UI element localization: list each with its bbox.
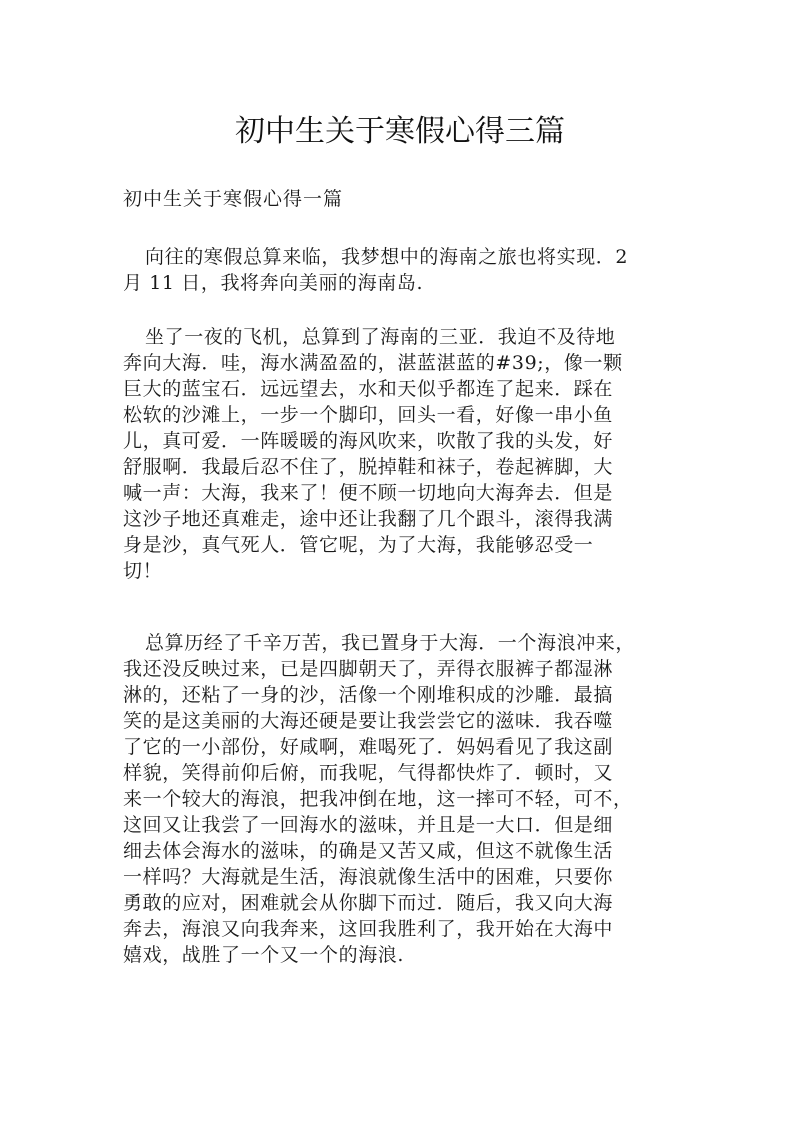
paragraph-line: 这回又让我尝了一回海水的滋味，并且是一大口．但是细 [123,814,614,836]
paragraph-line: 我还没反映过来，已是四脚朝天了，弄得衣服裤子都湿淋 [123,658,614,680]
paragraph-line: 勇敢的应对，困难就会从你脚下而过．随后，我又向大海 [123,892,614,914]
paragraph-line: 这沙子地还真难走，途中还让我翻了几个跟斗，滚得我满 [123,508,614,530]
paragraph-line: 淋的，还粘了一身的沙，活像一个刚堆积成的沙雕．最搞 [123,684,614,706]
paragraph-line: 样貌，笑得前仰后俯，而我呢，气得都快炸了．顿时，又 [123,762,614,784]
paragraph-line: 身是沙，真气死人．管它呢，为了大海，我能够忍受一 [123,534,594,556]
paragraph-line: 坐了一夜的飞机，总算到了海南的三亚．我迫不及待地 [145,326,616,348]
paragraph-line: 喊一声：大海，我来了！便不顾一切地向大海奔去．但是 [123,482,614,504]
paragraph-line: 来一个较大的海浪，把我冲倒在地，这一摔可不轻，可不， [123,788,633,810]
paragraph-3 [123,630,663,968]
section-heading: 初中生关于寒假心得一篇 [123,188,344,210]
paragraph-line: 嬉戏，战胜了一个又一个的海浪. [123,944,405,966]
paragraph-line: 奔去，海浪又向我奔来，这回我胜利了，我开始在大海中 [123,918,614,940]
paragraph-line: 细去体会海水的滋味，的确是又苦又咸，但这不就像生活 [123,840,614,862]
paragraph-line: 切！ [123,560,163,582]
paragraph-line: 月 11 日，我将奔向美丽的海南岛. [123,272,424,294]
paragraph-2 [123,324,663,584]
paragraph-line: 巨大的蓝宝石．远远望去，水和天似乎都连了起来．踩在 [123,378,614,400]
paragraph-line: 松软的沙滩上，一步一个脚印，回头一看，好像一串小鱼 [123,404,614,426]
paragraph-line: 笑的是这美丽的大海还硬是要让我尝尝它的滋味．我吞噬 [123,710,614,732]
paragraph-line: 儿，真可爱．一阵暖暖的海风吹来，吹散了我的头发，好 [123,430,614,452]
paragraph-line: 奔向大海．哇，海水满盈盈的，湛蓝湛蓝的#39;，像一颗 [123,352,623,374]
paragraph-line: 向往的寒假总算来临，我梦想中的海南之旅也将实现．2 [145,246,629,268]
paragraph-1 [123,244,663,296]
paragraph-line: 了它的一小部份，好咸啊，难喝死了．妈妈看见了我这副 [123,736,614,758]
paragraph-line: 总算历经了千辛万苦，我已置身于大海．一个海浪冲来， [145,632,636,654]
paragraph-line: 舒服啊．我最后忍不住了，脱掉鞋和袜子，卷起裤脚，大 [123,456,614,478]
document-title: 初中生关于寒假心得三篇 [235,114,565,149]
paragraph-line: 一样吗？大海就是生活，海浪就像生活中的困难，只要你 [123,866,614,888]
